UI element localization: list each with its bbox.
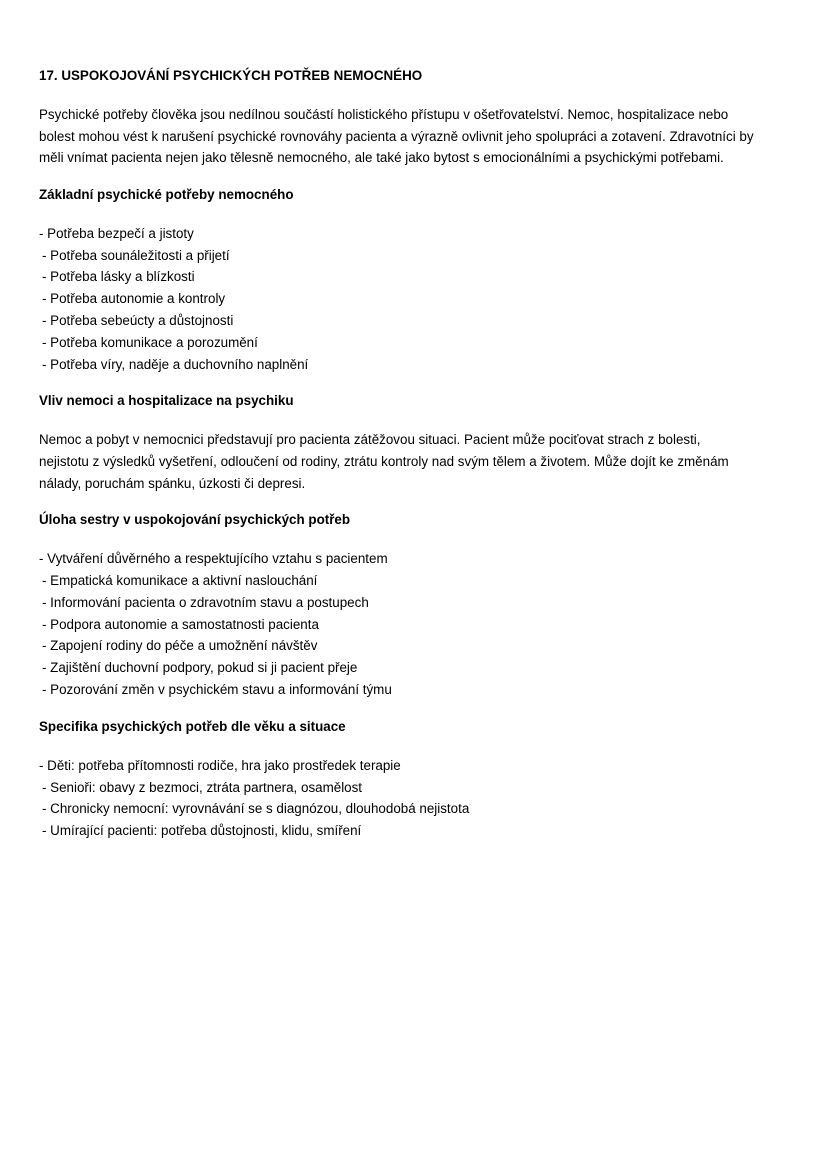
list-item: - Umírající pacienti: potřeba důstojnosti, klidu, smíření <box>42 823 362 839</box>
document-title: 17. USPOKOJOVÁNÍ PSYCHICKÝCH POTŘEB NEMOCNÉHO <box>39 68 423 83</box>
list-item: - Zapojení rodiny do péče a umožnění návštěv <box>42 638 318 654</box>
basic-needs-list <box>39 223 799 376</box>
illness-impact-paragraph <box>39 429 799 494</box>
list-item: - Pozorování změn v psychickém stavu a informování týmu <box>42 681 392 697</box>
paragraph-line: nejistotu z výsledků vyšetření, odloučení od rodiny, ztrátu kontroly nad svým tělem a životem. Může dojít ke změnám <box>39 453 729 469</box>
section-heading-age-specifics: Specifika psychických potřeb dle věku a situace <box>39 718 346 734</box>
document-page <box>39 66 799 858</box>
list-item: - Potřeba autonomie a kontroly <box>42 291 226 307</box>
paragraph-line: Nemoc a pobyt v nemocnici představují pro pacienta zátěžovou situaci. Pacient může pociťovat strach z bolesti, <box>39 432 701 448</box>
paragraph-line: nálady, poruchám spánku, úzkosti či depresi. <box>39 475 306 491</box>
list-item: - Děti: potřeba přítomnosti rodiče, hra jako prostředek terapie <box>39 757 401 773</box>
list-item: - Vytváření důvěrného a respektujícího vztahu s pacientem <box>39 551 388 567</box>
intro-line: Psychické potřeby člověka jsou nedílnou součástí holistického přístupu v ošetřovatelství. Nemoc, hospitalizace nebo <box>39 107 729 122</box>
section-heading-nurse-role: Úloha sestry v uspokojování psychických potřeb <box>39 512 351 528</box>
intro-line: měli vnímat pacienta nejen jako tělesně nemocného, ale také jako bytost s emocionálními a psychickými potřebami. <box>39 150 724 166</box>
list-item: - Empatická komunikace a aktivní naslouchání <box>42 572 318 588</box>
list-item: - Zajištění duchovní podpory, pokud si ji pacient přeje <box>42 660 358 676</box>
list-item: - Potřeba víry, naděje a duchovního naplnění <box>42 356 309 372</box>
list-item: - Senioři: obavy z bezmoci, ztráta partnera, osamělost <box>42 779 363 795</box>
intro-line: bolest mohou vést k narušení psychické rovnováhy pacienta a výrazně ovlivnit jeho spolupráci a zotavení. Zdravotníci by <box>39 128 754 144</box>
list-item: - Chronicky nemocní: vyrovnávání se s diagnózou, dlouhodobá nejistota <box>42 801 470 817</box>
list-item: - Potřeba bezpečí a jistoty <box>39 225 194 241</box>
list-item: - Potřeba sounáležitosti a přijetí <box>42 247 230 263</box>
list-item: - Potřeba lásky a blízkosti <box>42 269 195 285</box>
list-item: - Informování pacienta o zdravotním stavu a postupech <box>42 594 369 610</box>
list-item: - Potřeba komunikace a porozumění <box>42 334 258 350</box>
age-specifics-list <box>39 755 799 842</box>
list-item: - Podpora autonomie a samostatnosti pacienta <box>42 616 319 632</box>
section-heading-basic-needs: Základní psychické potřeby nemocného <box>39 186 294 202</box>
list-item: - Potřeba sebeúcty a důstojnosti <box>42 312 234 328</box>
section-heading-illness-impact: Vliv nemoci a hospitalizace na psychiku <box>39 393 294 409</box>
nurse-role-list <box>39 548 799 701</box>
intro-paragraph <box>39 104 799 169</box>
